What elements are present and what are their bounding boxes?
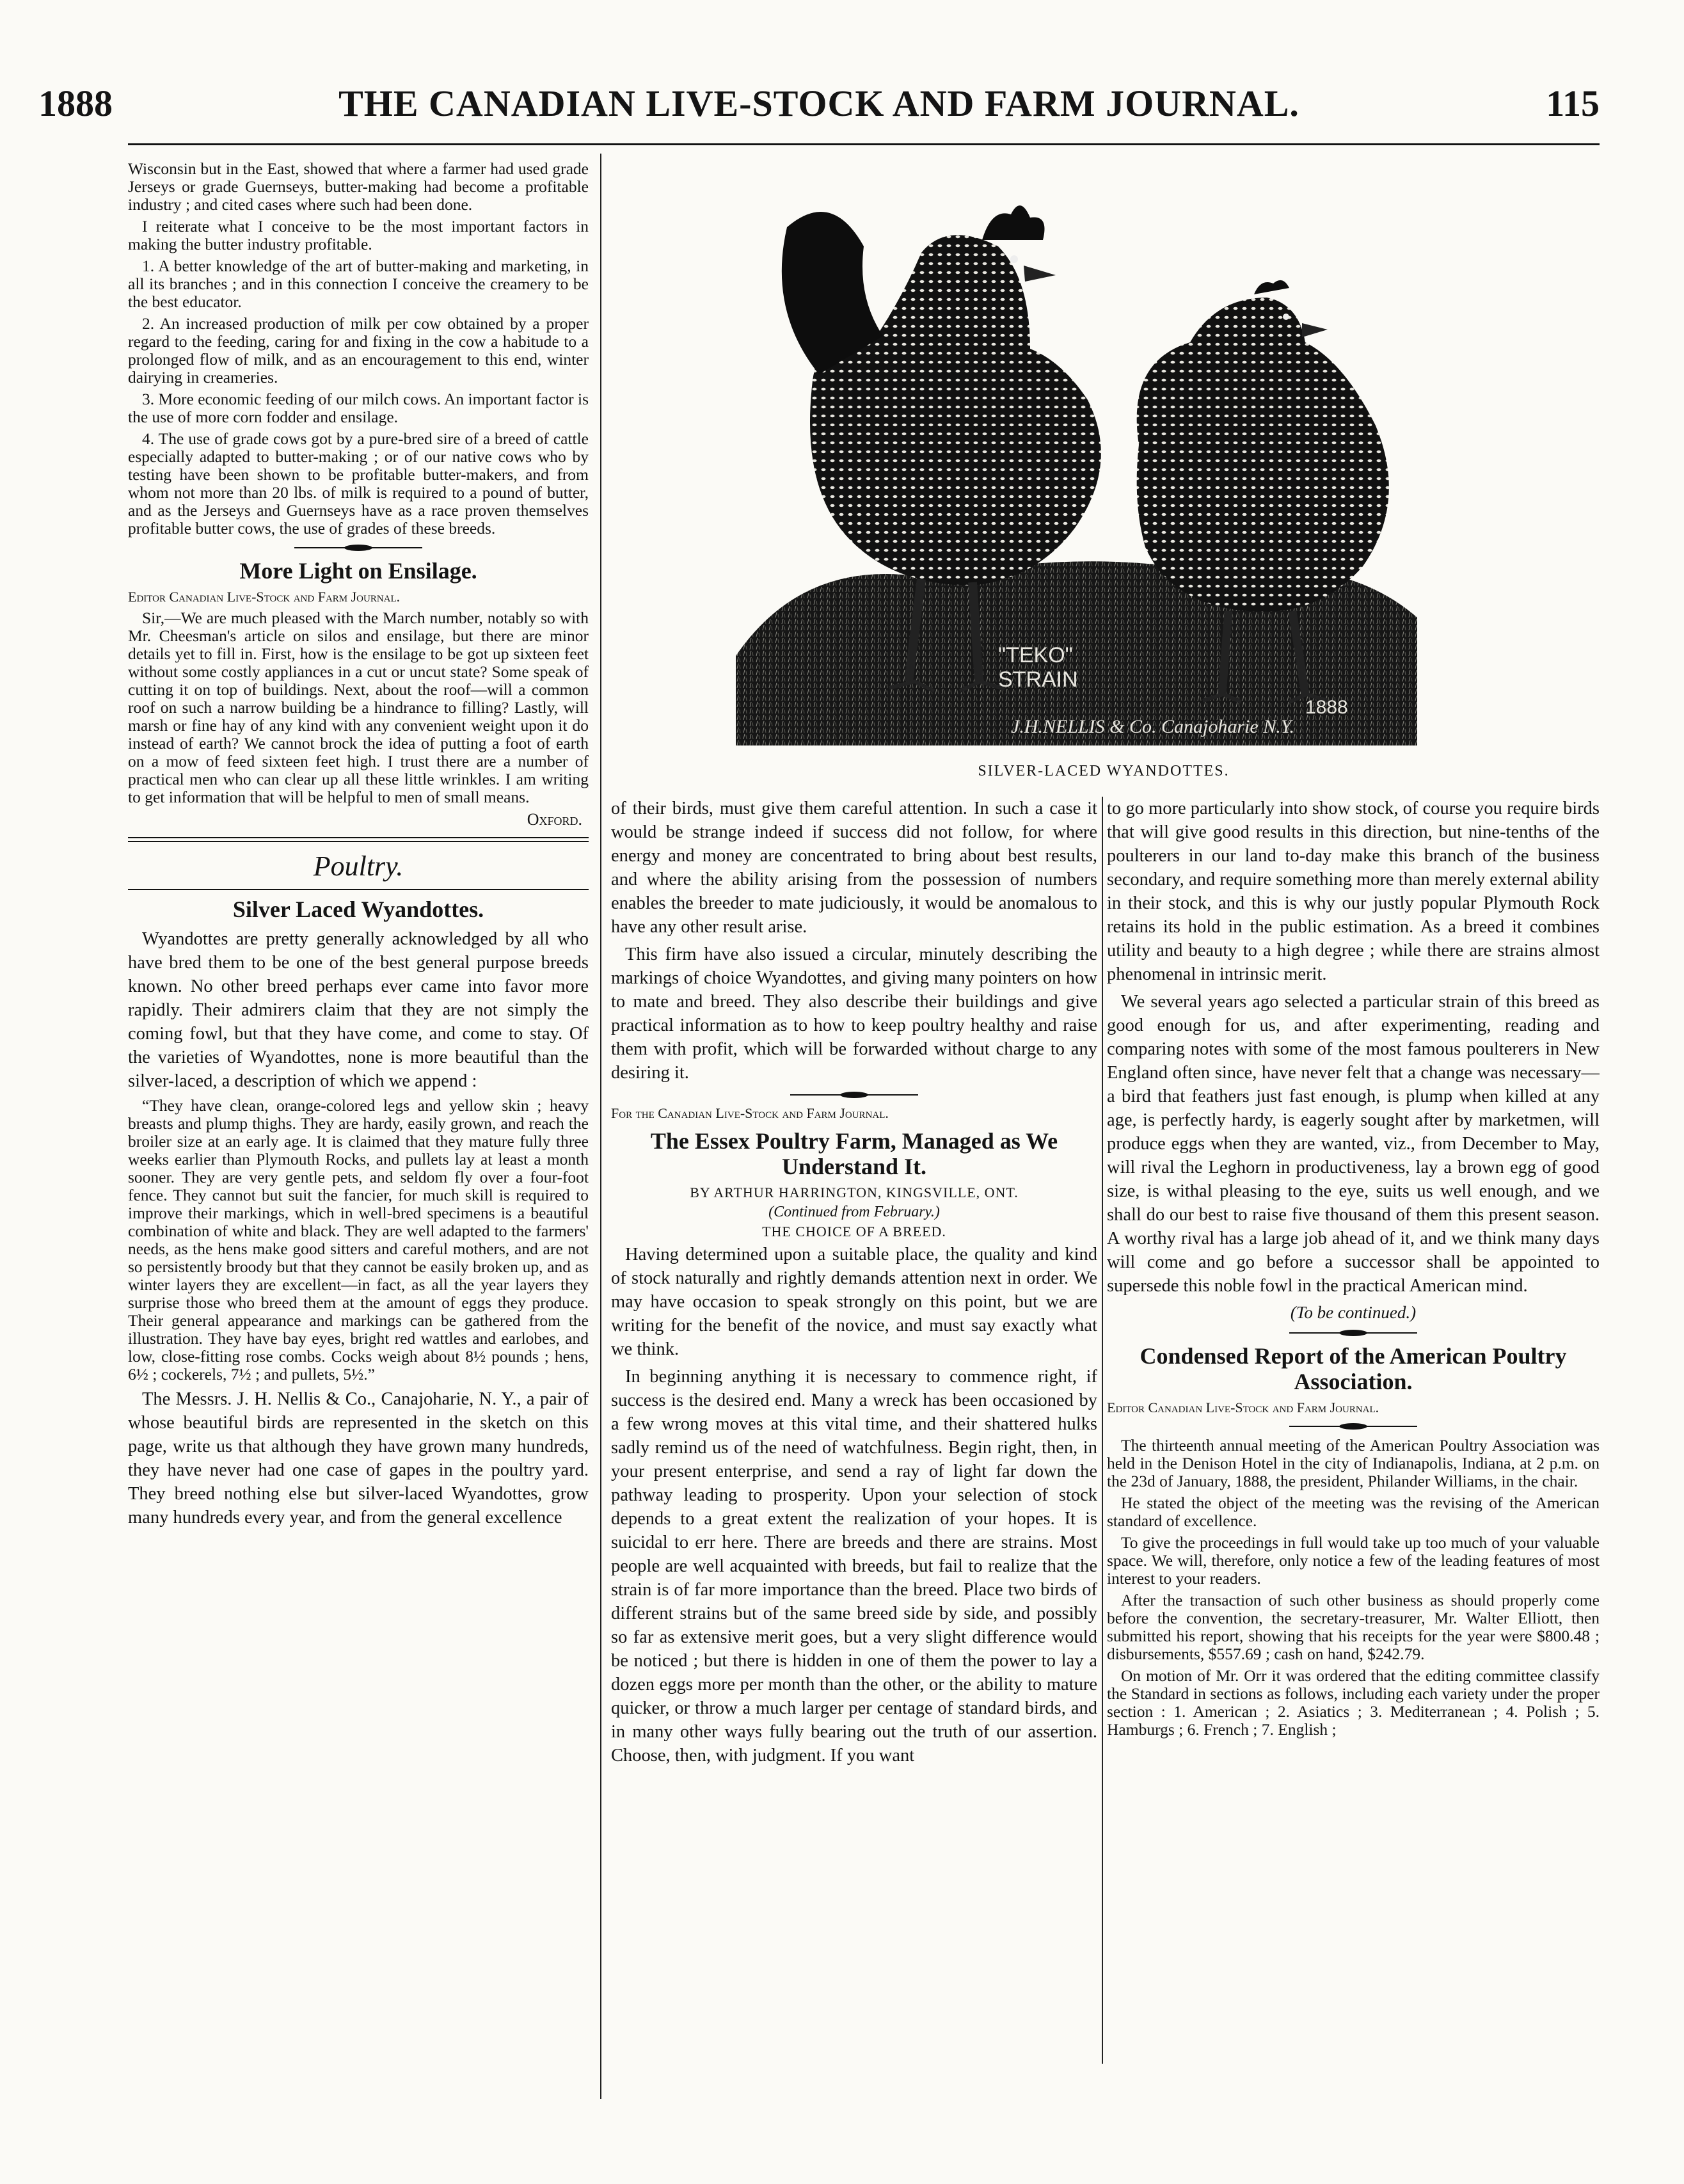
header-year: 1888 bbox=[38, 83, 113, 124]
report-paragraph: The thirteenth annual meeting of the American Poultry Association was held in the Denison Hotel in the city of Indianapolis, Indiana, at 2 p.m. on the 23d of January, 1888, the president, Philander Williams, in the chair. bbox=[1107, 1436, 1600, 1490]
column-2 bbox=[611, 797, 1097, 2057]
editor-line: Editor Canadian Live-Stock and Farm Journal. bbox=[1107, 1399, 1379, 1415]
continued-note: (Continued from February.) bbox=[768, 1204, 940, 1220]
section-ornament bbox=[1289, 1329, 1417, 1337]
illustration-caption: SILVER-LACED WYANDOTTES. bbox=[978, 763, 1230, 779]
wyandotte-illustration bbox=[729, 170, 1420, 758]
page-number: 115 bbox=[1546, 83, 1600, 124]
article-title: More Light on Ensilage. bbox=[239, 558, 477, 584]
subheading: THE CHOICE OF A BREED. bbox=[762, 1224, 946, 1239]
article-paragraph: of their birds, must give them careful attention. In such a case it would be strange indeed if success did not follow, for where energy and money are concentrated to bring about best results, and where the ability arising from the possession of numbers enables the breeder to mate judiciously, it would be anomalous to have any other result arise. bbox=[611, 799, 1097, 937]
journal-title: THE CANADIAN LIVE-STOCK AND FARM JOURNAL. bbox=[338, 83, 1299, 124]
section-heading: Poultry. bbox=[313, 850, 404, 882]
section-ornament bbox=[790, 1091, 918, 1099]
article-paragraph: to go more particularly into show stock, of course you require birds that will give good results in this direction, but nine-tenths of the poulterers in our land to-day make this branch of the business secondary, and require something more than merely external ability in their stock, and this is why our justly popular Plymouth Rock retains its hold in the public estimation. As a breed it combines utility and beauty to a high degree ; while there are strains almost phenomenal in intrinsic merit. bbox=[1107, 799, 1600, 984]
section-ornament bbox=[1289, 1423, 1417, 1430]
dairy-point: 4. The use of grade cows got by a pure-bred sire of a breed of cattle especially adapted to butter-making ; or of our native cows who by testing have been shown to be profitable butter-makers, and from whom not more than 20 lbs. of milk is required to a pound of butter, and as the Jerseys and Guernseys have as a race proven themselves profitable butter cows, the use of grades of these breeds. bbox=[128, 429, 589, 538]
column-1 bbox=[128, 160, 589, 2092]
column-rule-left bbox=[600, 154, 601, 2099]
letter-body: Sir,—We are much pleased with the March number, notably so with Mr. Cheesman's article on silos and ensilage, but there are minor details yet to fill in. First, how is the ensilage to be got up sixteen feet without some costly appliances in a cut or uncut state? Some speak of cutting it on top of buildings. Next, about the roof—will a common roof on such a narrow building be a hindrance to filling? Lastly, will marsh or fine hay of any kind with any convenient weight upon it do instead of earth? We cannot brock the idea of putting a foot of earth on a mow of feed sixteen feet high. I trust there are a number of practical men who can clear up all these little wrinkles. I am writing to get information that will be helpful to men of small means. bbox=[128, 609, 589, 806]
column-rule-right bbox=[1102, 797, 1103, 2064]
illustration-year: 1888 bbox=[1305, 697, 1348, 718]
article-title: Condensed Report of the American Poultry Association. bbox=[1140, 1343, 1567, 1394]
illustration-label: "TEKO" bbox=[998, 643, 1073, 667]
byline: BY ARTHUR HARRINGTON, KINGSVILLE, ONT. bbox=[690, 1184, 1019, 1200]
report-paragraph: After the transaction of such other business as should properly come before the convention, the secretary-treasurer, Mr. Walter Elliott, then submitted his report, showing that his receipts for the year were $800.48 ; disbursements, $557.69 ; cash on hand, $242.79. bbox=[1107, 1591, 1600, 1663]
article-paragraph: In beginning anything it is necessary to commence right, if success is the desired end. Many a wreck has been occasioned by a few wrong moves at this vital time, and their shattered hulks sadly remind us of the need of watchfulness. Begin right, then, in your present enterprise, and send a ray of light far down the pathway leading to prosperity. Upon your selection of stock depends to a great extent the realization of your hopes. It is suicidal to err here. There are breeds and there are strains. Most people are well acquainted with breeds, but fail to realize that the strain is of far more importance than the breed. Place two birds of different strains but of the same breed side by side, and possibly so far as extensive merit goes, but a very slight difference would be noticed ; but there is hidden in one of them the power to lay a dozen eggs more per month than the other, or the ability to mature quicker, or throw a much larger per centage of standard birds, and in many other ways fully bearing out the truth of our assertion. Choose, then, with judgment. If you want bbox=[611, 1367, 1097, 1766]
column-3 bbox=[1107, 797, 1600, 2057]
dairy-paragraph: I reiterate what I conceive to be the most important factors in making the butter industry profitable. bbox=[128, 217, 589, 253]
report-paragraph: On motion of Mr. Orr it was ordered that the editing committee classify the Standard in sections as follows, including each variety under the proper section : 1. American ; 2. Asiatics ; 3. Mediterranean ; 4. Polish ; 5. Hamburgs ; 6. French ; 7. English ; bbox=[1107, 1666, 1600, 1739]
article-paragraph: The Messrs. J. H. Nellis & Co., Canajoharie, N. Y., a pair of whose beautiful birds are represented in the sketch on this page, write us that although they have grown many hundreds, they have never had one case of gapes in the poultry yard. They breed nothing else but silver-laced Wyandottes, grow many hundreds every year, and from the general excellence bbox=[128, 1389, 589, 1527]
dairy-point: 1. A better knowledge of the art of butter-making and marketing, in all its branches ; and in this connection I conceive the creamery to be the best educator. bbox=[128, 257, 589, 311]
quoted-description: “They have clean, orange-colored legs and yellow skin ; heavy breasts and plump thighs. They are hardy, easily grown, and reach the broiler size at an early age. It is claimed that they mature fully three weeks earlier than Plymouth Rocks, and pullets lay at least a month sooner. They are very gentle pets, and seldom fly over a four-foot fence. They cannot but suit the fancier, for much skill is required to improve their markings, which in well-bred specimens is a beautiful combination of white and black. They are well adapted to the farmers' needs, as the hens make good sitters and careful mothers, and are not so persistently broody but that they cannot be easily broken up, and as winter layers they are excellent—in fact, as all the year layers they surprise those who breed them at the amount of eggs they produce. Their general appearance and markings can be gathered from the illustration. They have bay eyes, bright red wattles and earlobes, and low, close-fitting rose combs. Cocks weigh about 8½ pounds ; hens, 6½ ; cockerels, 7½ ; and pullets, 5½.” bbox=[128, 1096, 589, 1383]
section-rule bbox=[128, 889, 589, 890]
editor-line: Editor Canadian Live-Stock and Farm Journal. bbox=[128, 589, 401, 605]
report-paragraph: To give the proceedings in full would take up too much of your valuable space. We will, therefore, only notice a few of the leading features of most interest to your readers. bbox=[1107, 1533, 1600, 1588]
section-ornament bbox=[294, 544, 422, 552]
header-rule bbox=[128, 143, 1600, 145]
article-title: The Essex Poultry Farm, Managed as We Understand It. bbox=[650, 1128, 1058, 1179]
article-paragraph: This firm have also issued a circular, minutely describing the markings of choice Wyandottes, and giving many pointers on how to mate and breed. They also describe their buildings and give practical information as to how to keep poultry healthy and raise them with profit, which will be forwarded without charge to any desiring it. bbox=[611, 945, 1097, 1083]
section-rule bbox=[128, 837, 589, 842]
dairy-point: 2. An increased production of milk per cow obtained by a proper regard to the feeding, caring for and fixing in the cow a habitude to a prolonged flow of milk, and as an encouragement to this end, winter dairying in creameries. bbox=[128, 314, 589, 387]
continued-note: (To be continued.) bbox=[1290, 1303, 1417, 1322]
article-paragraph: Wyandottes are pretty generally acknowledged by all who have bred them to be one of the best general purpose breeds known. No other breed perhaps ever came into favor more rapidly. Their admirers claim that they are not simply the coming fowl, but that they have come, and come to stay. Of the varieties of Wyandottes, none is more beautiful than the silver-laced, a description of which we append : bbox=[128, 929, 589, 1091]
dairy-point: 3. More economic feeding of our milch cows. An important factor is the use of more corn fodder and ensilage. bbox=[128, 390, 589, 426]
page-header bbox=[38, 82, 1600, 139]
dairy-paragraph: Wisconsin but in the East, showed that where a farmer had used grade Jerseys or grade Guernseys, butter-making had become a profitable industry ; and cited cases where such had been done. bbox=[128, 160, 589, 214]
letter-signature: Oxford. bbox=[527, 810, 582, 829]
illustration-label: STRAIN bbox=[998, 667, 1078, 692]
article-title: Silver Laced Wyandottes. bbox=[232, 897, 484, 922]
engraver-signature: J.H.NELLIS & Co. Canajoharie N.Y. bbox=[1011, 716, 1295, 737]
for-line: For the Canadian Live-Stock and Farm Journal. bbox=[611, 1105, 889, 1121]
article-paragraph: Having determined upon a suitable place, the quality and kind of stock naturally and rightly demands attention next in order. We may have occasion to speak strongly on this point, but we are writing for the benefit of the novice, and must say exactly what we think. bbox=[611, 1245, 1097, 1359]
article-paragraph: We several years ago selected a particular strain of this breed as good enough for us, and after experimenting, reading and comparing notes with some of the most famous poulterers in New England often since, have never felt that a change was necessary—a bird that feathers just fast enough, is plump when killed at any age, is perfectly hardy, is eagerly sought after by marketmen, will produce eggs when they are wanted, viz., from December to May, will rival the Leghorn in productiveness, lay a brown egg of good size, is withal pleasing to the eye, suits us well enough, and we shall do our best to raise five thousand of them this present season. A worthy rival has a large job ahead of it, and we think many days will come and go before a successor shall be appointed to supersede this noble fowl in the practical American mind. bbox=[1107, 992, 1600, 1296]
report-paragraph: He stated the object of the meeting was the revising of the American standard of excellence. bbox=[1107, 1494, 1600, 1530]
